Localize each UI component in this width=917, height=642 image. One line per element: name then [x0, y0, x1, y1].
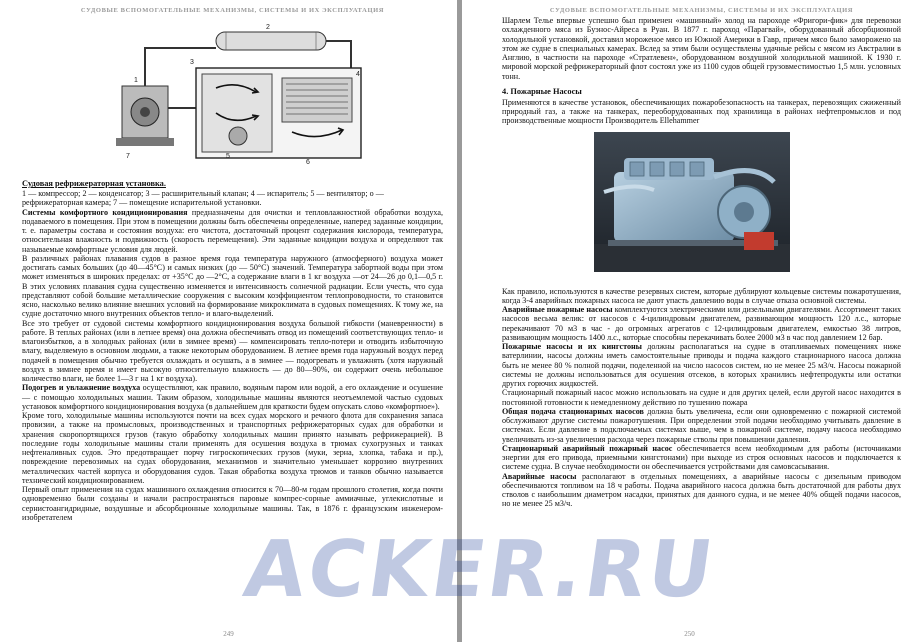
paragraph: В различных районах плавания судов в разное время года температура наружного (атмосферного) воздуха может достигать самых больших (до 40—45°С) и самых низких (до — 50°С) значений. Температура забортной воды при этом может изменяться в широких пределах: от +35°С до —2°С, а содержание влаги в 1 кг воздуха —от 24—26 до 0,1—0,5 г. В этих условиях плавания судна существенно изменяется и интенсивность солнечной радиации. Если учесть, что суда представляют собой большие металлические сооружения с высоким коэффициентом теплопроводности, то становится ясно, насколько велико влияние внешних условий на формирование микроклимата в судовых помещениях. К тому же, на судне достаточно много внутренних объектов тепло- и влаго-выделений.	[22, 253, 443, 319]
watermark-text: ACKER.RU	[238, 525, 722, 615]
refrigeration-plant-diagram-icon	[106, 18, 368, 168]
paragraph: Как правило, используются в качестве резервных систем, которые дублируют кольцевые системы пожаротушения, когда 3-4 аварийных пожарных насоса не дают упасть давлению воды в случае отказа основной системы.	[502, 286, 901, 305]
paragraph-lead: Подогрев и увлажнение воздуха	[22, 383, 141, 393]
paragraph-lead: Системы комфортного кондиционирования	[22, 207, 188, 217]
paragraph	[22, 208, 443, 254]
svg-text:3: 3	[190, 59, 194, 66]
running-head: СУДОВЫЕ ВСПОМОГАТЕЛЬНЫЕ МЕХАНИЗМЫ, СИСТЕМЫ И ИХ ЭКСПЛУАТАЦИЯ	[549, 7, 854, 14]
figure-caption-title: Судовая рефрижераторная установка.	[22, 179, 166, 188]
paragraph: Все это требует от судовой системы комфортного кондиционирования воздуха большой гибкости (маневренности) в работе. В теплых районах (или в летнее время) она должна обеспечивать отвод из помещений соответствующих тепло- и влагоизбытков, а в холодных районах (или в зимнее время) — компенсировать тепло-потери и отводить избыточную влагу, выделяемую в основном людьми, а также некоторым оборудованием. В летнее время года наружный воздух перед подачей в помещения обычно требуется охлаждать и осушать, а в зимнее — подогревать и увлажнять (хотя наружный воздух в зимнее время и имеет высокую относительную влажность — до 80—90%, он содержит очень небольшое количество влаги, не более 1—3 г на 1 кг воздуха).	[22, 318, 443, 383]
paragraph-text: располагают в отдельных помещениях, а аварийные насосы с дизельным приводом обеспечиваются топливом на 18 ч работы. Подача аварийного насоса должна быть достаточной для работы двух стволов с наибольшим диаметром насадки, принятых для данного судна, и не менее 40% общей подачи насосов, но не менее 25 м3/ч.	[502, 471, 901, 509]
page-number: 250	[684, 630, 695, 638]
left-page	[0, 0, 457, 642]
paragraph-text: комплектуются электрическими или дизельными двигателями. Ассортимент таких насосов весьма велик: от насосов с 4-цилиндровым двигателем, развивающим мощность 120 л.с., которые перекачивают 70 м3 в час - до огромных агрегатов с 12-цилиндровым двигателем, емкостью 38 литров, развивающим мощность 1400 л.с., которые способны перекачивать более 2000 м3 в час под давлением 12 бар.	[502, 305, 901, 342]
right-page	[462, 0, 917, 642]
paragraph-lead: Стационарный аварийный пожарный насос	[502, 443, 673, 453]
paragraph-text: предназначены для очистки и тепловлажностной обработки воздуха, подаваемого в помещения. При этом в помещении должны быть обеспечены определенные, наперед заданные кондиции, т. е. параметры состава и состояния воздуха: его чистота, достаточный процент содержания кислорода, температура, относительная влажность и подвижность (скорость перемещения). Эти заданные кондиции воздуха и определяют так называемые комфортные условия для людей.	[22, 207, 443, 254]
svg-text:6: 6	[306, 159, 310, 166]
paragraph-lead: Аварийные насосы	[502, 471, 577, 481]
svg-text:1: 1	[134, 77, 138, 84]
figure-caption-text: 1 — компрессор; 2 — конденсатор; 3 — расширительный клапан; 4 — испаритель; 5 — вентилятор; о — рефрижераторная камера; 7 — помещение испарительной установки.	[22, 189, 384, 208]
fire-pump-engine-photo-icon	[594, 132, 790, 272]
paragraph: Стационарный пожарный насос можно использовать на судне и для других целей, если другой насос находится в постоянной готовности к немедленному действию по тушению пожара	[502, 388, 901, 407]
paragraph-lead: Общая подача стационарных насосов	[502, 406, 644, 416]
svg-text:4: 4	[356, 71, 360, 78]
paragraph: Применяются в качестве установок, обеспечивающих пожаробезопасность на танкерах, перевозящих сжиженный природный газ, а также на танкерах, переоборудованных под хранилища в районах нефтепромыслов и под производственные мощности Производитель Ellehammer	[502, 97, 901, 126]
paragraph-lead: Пожарные насосы и их кингстоны	[502, 342, 642, 351]
paragraph	[502, 407, 901, 444]
paragraph-text: обеспечивается всем необходимым для работы (источниками энергии для его привода, приемными кингстонами) при выходе из строя основных насосов и подключается к системе судна. В случае необходимости он обеспечивается устройствами для самовсасывания.	[502, 443, 901, 472]
paragraph: Кроме того, холодильные машины используются почти на всех судах морского и речного флота для сохранения запаса провизии, а также на промысловых, производственных и транспортных рефрижераторных судах для обработки и хранения скоропортящихся грузов (такую обработку холодильных машин принято называть рефрижерацией). В последние годы холодильные машины стали применять для осушения воздуха в трюмах сухогрузных и танках нефтеналивных судов. Это предотвращает порчу гигроскопических грузов (муки, зерна, хлопка, табака и пр.), повреждение перевозимых на судах оборудования, механизмов и значительно уменьшает коррозию внутренних металлических частей корпуса и оборудования судов. Такая обработка воздуха трюмов и танков обычно называется технический кондиционированием.	[22, 411, 443, 485]
paragraph-text: должна быть увеличена, если они одновременно с пожарной системой обслуживают другие системы пожаротушения. При определении этой подачи необходимо учитывать давление в системах. Если давление в подключаемых системах выше, чем в пожарной системе, подачу насоса необходимо увеличивать из-за увеличения расхода через пожарные стволы при повышении давления.	[502, 406, 901, 444]
running-head: СУДОВЫЕ ВСПОМОГАТЕЛЬНЫЕ МЕХАНИЗМЫ, СИСТЕМЫ И ИХ ЭКСПЛУАТАЦИЯ	[80, 7, 385, 14]
paragraph-text: осуществляют, как правило, водяным паром или водой, а его охлаждение и осушение — с помощью холодильных машин. Таким образом, холодильные машины являются неотъемлемой частью судовых установок комфортного кондиционирования воздуха (в дальнейшем для краткости будем опускать слово «комфортное»).	[22, 383, 443, 411]
paragraph-text: должны располагаться на судне в отапливаемых помещениях ниже ватерлинии, насосы должны иметь самостоятельные приводы и подача каждого стационарного насоса должна быть не менее 80 % полной подачи, поделенной на число насосов систем, но не менее 25 м3/ч. Насосы пожарной системы не должны использоваться для осушения отсеков, в которых хранились нефтепродукты или остатки других горючих жидкостей.	[502, 342, 901, 388]
svg-text:2: 2	[266, 24, 270, 31]
paragraph	[502, 305, 901, 342]
paragraph	[502, 444, 901, 472]
paragraph	[502, 472, 901, 509]
section-title: 4. Пожарные Насосы	[502, 86, 582, 96]
paragraph-lead: Аварийные пожарные насосы	[502, 305, 613, 314]
paragraph: Шарлем Телье впервые успешно был применен «машинный» холод на пароходе «Фригори-фик» для перевозки охлажденного мяса из Буэнос-Айреса в Руан. В 1877 г. пароход «Парагвай», оборудованный абсорбционной холодильной установкой, доставил мороженое мясо из Южной Америки в Гавр, причем мясо было заморожено на этом же судне в специальных камерах. Вслед за этим были осуществлены удачные рейсы с мясом из Австралии в Англию, в частности на пароходе «Стратлевен», оборудованном воздушной холодильной машиной. К 1930 г. мировой морской рефрижераторный флот состоял уже из 1100 судов общей грузовместимостью 1,5 млн. условных тонн.	[502, 16, 901, 81]
paragraph: Первый опыт применения на судах машинного охлаждения относится к 70—80-м годам прошлого столетия, когда почти одновременно были созданы и начали распространяться паровые компрес-сорные аммиачные, углекислотные и сернистоангидридные, воздушные и абсорбционные холодильные машины. Так, в 1876 г. французским инженером-изобретателем	[22, 485, 443, 522]
paragraph	[502, 342, 901, 388]
paragraph	[22, 383, 443, 411]
page-number: 249	[223, 630, 234, 638]
svg-text:5: 5	[226, 153, 230, 160]
svg-text:7: 7	[126, 153, 130, 160]
